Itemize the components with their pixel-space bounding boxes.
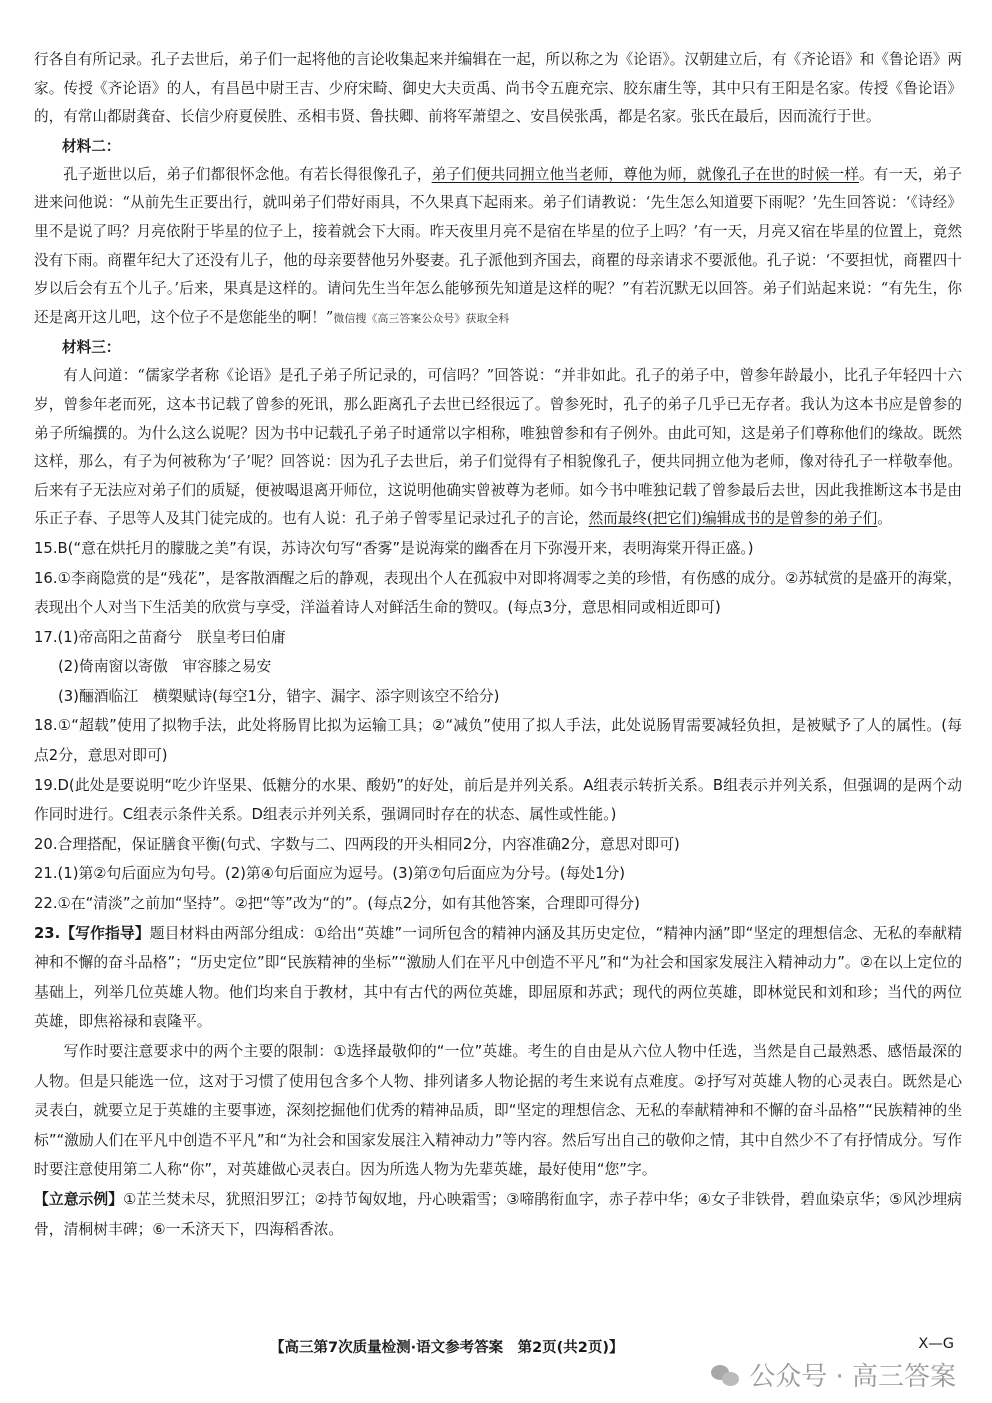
material3-underlined-sentence: 然而最终(把它们)编辑成书的是曾参的弟子们 (588, 510, 878, 528)
answer-q23-requirements: 写作时要注意要求中的两个主要的限制：①选择最敬仰的“一位”英雄。考生的自由是从六位人物中任选，当然是自己最熟悉、感悟最深的人物。但是只能选一位，这对于习惯了使用包含多个人物、排列诸多人物论据的考生来说有点难度。②抒写对英雄人物的心灵表白。既然是心灵表白，就要立足于英雄的主要事迹，深刻挖掘他们优秀的精神品质，即“坚定的理想信念、无私的奉献精神和不懈的奋斗品格”“民族精神的坐标”“激励人们在平凡中创造不平凡”和“为社会和国家发展注入精神动力”等内容。然后写出自己的敬仰之情，其中自然少不了有抒情成分。写作时要注意使用第二人称“你”，对英雄做心灵表白。因为所选人物为先辈英雄，最好使用“您”字。 (34, 1043, 962, 1179)
material3-paragraph: 有人问道：“儒家学者称《论语》是孔子弟子所记录的，可信吗？”回答说：“并非如此。孔子的弟子中，曾参年龄最小，比孔子年轻四十六岁，曾参年老而死，这本书记载了曾参的死讯，那么距离孔子去世已经很远了。曾参死时，孔子的弟子几乎已无存者。我认为这本书应是曾参的弟子所编撰的。为什么这么说呢？因为书中记载孔子弟子时通常以字相称，唯独曾参和有子例外。由此可知，这是弟子们尊称他们的缘故。既然这样，那么，有子为何被称为‘子’呢？回答说：因为孔子去世后，弟子们觉得有子相貌像孔子，便共同拥立他为老师，像对待孔子一样敬奉他。后来有子无法应对弟子们的质疑，便被喝退离开师位，这说明他确实曾被尊为老师。如今书中唯独记载了曾参最后去世，因此我推断这本书是由乐正子春、子思等人及其门徒完成的。也有人说：孔子弟子曾零星记录过孔子的言论，然而最终(把它们)编辑成书的是曾参的弟子们。 (34, 367, 962, 528)
material3-heading: 材料三： (62, 339, 121, 357)
footer-code: X—G (918, 1336, 954, 1352)
answer-q22: 22.①在“清淡”之前加“坚持”。②把“等”改为“的”。(每点2分，如有其他答案，合理即可得分) (34, 895, 640, 913)
answer-q17-1: 17.(1)帝高阳之苗裔兮 朕皇考曰伯庸 (34, 628, 286, 646)
material1-tail: 行各自有所记录。孔子去世后，弟子们一起将他的言论收集起来并编辑在一起，所以称之为《论语》。汉朝建立后，有《齐论语》和《鲁论语》两家。传授《齐论语》的人，有昌邑中尉王吉、少府宋畸、御史大夫贡禹、尚书令五鹿充宗、胶东庸生等，其中只有王阳是名家。传授《鲁论语》的，有常山都尉龚奋、长信少府夏侯胜、丞相韦贤、鲁扶卿、前将军萧望之、安昌侯张禹，都是名家。张氏在最后，因而流行于世。 (34, 51, 962, 126)
answer-q21: 21.(1)第②句后面应为句号。(2)第④句后面应为逗号。(3)第⑦句后面应为分号。(每处1分) (34, 865, 626, 883)
answer-q15: 15.B(“意在烘托月的朦胧之美”有误，苏诗次句写“香雾”是说海棠的幽香在月下弥漫开来，表明海棠开得正盛。) (34, 539, 754, 557)
page-content (34, 46, 962, 1244)
answer-q18: 18.①“超载”使用了拟物手法，此处将肠胃比拟为运输工具；②“减负”使用了拟人手法，此处说肠胃需要减轻负担，是被赋予了人的属性。(每点2分，意思对即可) (34, 717, 962, 765)
watermark-text: 公众号 · 高三答案 (749, 1362, 956, 1392)
wechat-watermark (711, 1356, 956, 1393)
answer-q17-2: (2)倚南窗以寄傲 审容膝之易安 (58, 658, 272, 676)
answer-q23-examples-label: 【立意示例】 (34, 1190, 124, 1208)
material2-note: 微信搜《高三答案公众号》获取全科 (333, 311, 510, 325)
answer-q16: 16.①李商隐赏的是“残花”，是客散酒醒之后的静观，表现出个人在孤寂中对即将凋零之美的珍惜，有伤感的成分。②苏轼赏的是盛开的海棠，表现出个人对当下生活美的欣赏与享受，洋溢着诗人对鲜活生命的赞叹。(每点3分，意思相同或相近即可) (34, 569, 962, 617)
material2-paragraph: 孔子逝世以后，弟子们都很怀念他。有若长得很像孔子，弟子们便共同拥立他当老师，尊他为师，就像孔子在世的时候一样。有一天，弟子进来问他说：“从前先生正要出行，就叫弟子们带好雨具，不久果真下起雨来。弟子们请教说：‘先生怎么知道要下雨呢？’先生回答说：‘《诗经》里不是说了吗？月亮依附于毕星的位子上，接着就会下大雨。昨天夜里月亮不是宿在毕星的位子上吗？’有一天，月亮又宿在毕星的位置上，竟然没有下雨。商瞿年纪大了还没有儿子，他的母亲要替他另外娶妻。孔子派他到齐国去，商瞿的母亲请求不要派他。孔子说：‘不要担忧，商瞿四十岁以后会有五个儿子。’后来，果真是这样的。请问先生当年怎么能够预先知道是这样的呢？”有若沉默无以回答。弟子们站起来说：“有先生，你还是离开这儿吧，这个位子不是您能坐的啊！”微信搜《高三答案公众号》获取全科 (34, 165, 962, 326)
answer-q17-3: (3)酾酒临江 横槊赋诗(每空1分，错字、漏字、添字则该空不给分) (58, 687, 500, 705)
material2-underlined-sentence: 弟子们便共同拥立他当老师，尊他为师，就像孔子在世的时候一样 (431, 165, 859, 183)
wechat-icon (711, 1363, 741, 1387)
answer-q23-guide: 23.【写作指导】题目材料由两部分组成：①给出“英雄”一词所包含的精神内涵及其历史定位，“精神内涵”即“坚定的理想信念、无私的奉献精神和不懈的奋斗品格”；“历史定位”即“民族精神的坐标”“激励人们在平凡中创造不平凡”和“为社会和国家发展注入精神动力”。②在以上定位的基础上，列举几位英雄人物。他们均来自于教材，其中有古代的两位英雄，即屈原和苏武；现代的两位英雄，即林觉民和刘和珍；当代的两位英雄，即焦裕禄和袁隆平。 (34, 924, 962, 1031)
material2-heading: 材料二： (62, 137, 121, 155)
answer-q20: 20.合理搭配，保证膳食平衡(句式、字数与二、四两段的开头相同2分，内容准确2分，意思对即可) (34, 835, 680, 853)
answer-q23-label: 23.【写作指导】 (34, 924, 150, 942)
answer-q23-examples: 【立意示例】①芷兰焚未尽，犹照汨罗江；②持节匈奴地，丹心映霜雪；③啼鹃衔血字，赤子荐中华；④女子非铁骨，碧血染京华；⑤风沙埋病骨，清桐树丰碑；⑥一禾济天下，四海稻香浓。 (34, 1190, 962, 1238)
footer-title: 【高三第7次质量检测·语文参考答案 第2页(共2页)】 (270, 1340, 624, 1356)
answer-q19: 19.D(此处是要说明“吃少许坚果、低糖分的水果、酸奶”的好处，前后是并列关系。A组表示转折关系。B组表示并列关系，但强调的是两个动作同时进行。C组表示条件关系。D组表示并列关系，强调同时存在的状态、属性或性能。) (34, 776, 962, 824)
